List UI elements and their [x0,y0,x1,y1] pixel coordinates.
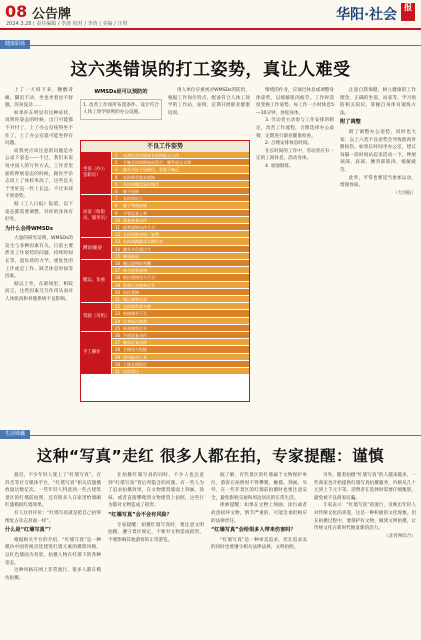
table-row [112,282,249,289]
row-number: 3 [115,167,118,173]
row-number: 27 [115,340,121,346]
row-number: 16 [115,261,121,266]
paragraph: 如果你在明显有这种症状，说明你姿态的时候，出门可能都不对付了，上了办公室疼得坐不住了，上了办公室就可能坐得有问题。 [5,110,73,147]
table-row [112,224,249,231]
table-row [112,354,249,361]
row-number: 18 [115,275,121,281]
paragraph: 据了解，有些景区的红墙属于文物保护单位，游客在拍照时不得攀爬、触摸、刻画。另外，在一些非景区的红墙前拍摄时也要注意安全，避免影响交通和周边居民的正常生活。 [211,473,307,501]
article2-column-3 [211,472,307,636]
paragraph: 3. 劳动者主动参与工作安排的制定，改善工作流程，合理选择办公桌椅，定期进行职业健康检查。 [256,118,334,139]
row-number: 6 [115,189,118,194]
paragraph: 在长时间的工作中，劳动者应有一定的工间休息，活动身体。 [256,148,334,162]
row-number: 29 [115,354,121,360]
table-row [112,303,249,310]
table-body [81,152,249,401]
subheading: “红墙写真”会给很多人带来伤害吗？ [211,527,296,534]
article1-column-2-top [80,87,162,139]
row-text: 肩扛重物 [123,289,139,295]
paragraph: 而我更应该注意的问题是办公桌下姿态——不过，我们来说说中国人的写作方式，工作者里面的伸展姿态的时候，跟医学杂志说上了体检率高了，这些是关于坐好直一些上长远、不过来找不到姿势。 [5,148,73,200]
article2-column-1 [5,472,101,636]
row-text: 推拉重物用力不当 [123,275,155,281]
table-row [112,318,249,325]
row-text: 髋关节处于屈曲位，坐姿不端正 [123,167,179,173]
row-number: 21 [115,297,121,302]
headline-article1: 这六类错误的打工姿势，真让人难受 [70,60,351,80]
table-row [112,152,249,159]
table-row [112,310,249,317]
row-text: 重复转身动作 [123,217,147,223]
row-text: 局部受压 [123,369,139,374]
row-number: 1 [115,153,118,158]
row-number: 10 [115,217,121,223]
row-text: 负重行走距离过长 [123,282,155,288]
table-row [112,260,249,267]
table-row [112,339,249,346]
row-number: 24 [115,318,121,324]
row-text: 手臂反复上举 [123,210,147,216]
row-number: 7 [115,196,118,202]
row-text: 搬运重物时弯腰 [123,261,151,266]
row-number: 12 [115,232,121,238]
section-rule-top [0,45,421,46]
paragraph: 据以上外，在职场里，相较而言，这些因素交互作用从而对人体肌肉和骨骼系统不良影响。 [5,281,73,303]
row-number: 4 [115,174,118,180]
paragraph: 最近，不少年轻人迷上了“红墙写真”。在抖音等社交媒体平台，“红墙写真”相关话题播放量达数亿次。一些年轻人特意到一些古建筑景区的红墙前拍照，还有很多人在家里给墙刷红漆模拟红墙效果。 [5,473,101,509]
table-row [112,253,249,260]
masthead [0,0,421,30]
paragraph: 另外，随着拍摄“红墙写真”的人越来越多，一些商家也开始提供红墙写真拍摄服务，价格从几十元到上千元不等。消费者在选择时需要仔细甄别，避免被不良商家坑骗。 [314,473,416,501]
paragraph: 大量的研究证明，WMSDs的发生与多种因素有关。目前主要涉及工作姿势的问题、持续时间长等，超负荷的力学、重复性的工作或是工作、缺乏休息时间等因素。 [5,236,73,280]
paragraph: 此外，平常也要适当参加运动，增强体质。 [340,175,416,189]
bad-posture-table [80,140,250,402]
table-row [112,195,249,202]
row-text: 手部重复动作 [123,333,147,338]
table-row [112,246,249,253]
row-number: 23 [115,311,121,317]
table-row [112,159,249,166]
row-number: 31 [115,369,121,374]
row-text: 腕部反复屈伸 [123,340,147,346]
row-text: 上肢长期固定 [123,361,147,367]
paragraph: 根据相关平台的介绍，“红墙写真”是一种模仿中国传统宫廷建筑红墙元素的摄影风格，以红色墙面为背景，拍摄人物在红墙下的各种姿态。 [5,537,101,566]
section-tab-health: 健康职场 [0,40,30,49]
row-text: 手腕长时间伸展或悬空，腰背部无支撑 [123,160,191,166]
row-number: 5 [115,181,118,187]
page-meta: 2024.3.28 | 责任编辑 / 李涛 校对 / 李涛 | 美编 / 汪琪 [6,21,128,27]
paragraph: 注意自我保健，树立健康的工作理念，正确的坐姿、站姿等，学习预防相关知识，掌握自身体育锻炼方法。 [340,88,416,116]
row-text: 全身振动暴露 [123,318,147,324]
row-number: 22 [115,304,121,310]
row-text: 座椅调节不当 [123,311,147,317]
table-row [112,267,249,274]
subheading: WMSDs是可以预防的 [94,89,148,95]
paragraph: 这种风格在网上非常流行，很多人都在模仿拍摄。 [5,568,101,581]
row-text: 手指用力捏握 [123,347,147,353]
table-category: 站姿（收银员、服务员） [81,195,111,238]
paragraph: 有人这样评价：“红墙写真就是把自己拍得像复古杂志封面一样”。 [5,510,101,524]
subheading: 为什么会得WMSDs [5,225,53,232]
row-number: 20 [115,289,121,295]
boxed-note: 1. 改善工作场所布置条件。设计符合人体工效学原则的办公设施。 [80,99,162,120]
article1-column-1 [5,87,73,412]
row-number: 9 [115,210,118,216]
paragraph: “红墙写真”是一种审美追求，但在追求美的同时也要遵守相关法律法规，文明拍照。 [211,537,307,551]
row-text: 长时间蹲踞或半蹲作业 [123,239,163,245]
paragraph: 专家表示：“红墙写真”的流行，反映出年轻人对传统文化的喜爱，这是一种积极的文化现象。但在拍摄过程中，要保护好文物，做到文明拍摄，让传统文化在新时代焕发新的活力。 [314,503,416,532]
row-number: 15 [115,253,121,259]
table-row [112,368,249,375]
row-text: 长时间站立 [123,196,143,202]
headline-article2: 这种“写真”走红 很多人都在拍，专家提醒：谨慎 [36,447,385,465]
row-text: 转颈观察过多 [123,325,147,331]
newspaper-name: 华阳·社会 [336,7,397,23]
table-row [112,231,249,238]
table-row [112,346,249,353]
row-text: 搬运频率过高 [123,297,147,302]
row-text: 躯干扭转 [123,189,139,194]
subheading: 什么是“红墙写真”？ [5,527,54,534]
table-row [112,289,249,296]
table-category: 驾驶（司机） [81,303,111,332]
row-number: 17 [115,268,121,274]
row-number: 13 [115,239,121,245]
table-row [112,332,249,339]
row-number: 26 [115,333,121,338]
article1-column-4 [256,87,334,412]
paragraph: 附了调整办公姿势，同时也大家：以上六类不良姿势会导致肌肉骨骼损伤。如果长时间坐办公室，建议每隔一段时间站起来活动一下，伸展颈部、肩部、腰背部肌肉，缓解疲劳。 [340,129,416,173]
row-text: 长时间坐姿未变换 [123,174,155,180]
row-text: 单手提举重物 [123,268,147,274]
paragraph: 上了一天班下来，腰酸背痛，脚沉不动，坐也坐着也不舒服，浑身没劲…… [5,88,73,109]
table-row [112,210,249,217]
newspaper-stamp: 报 [401,3,415,21]
table-row [112,274,249,281]
paragraph: 情绪的作业，应通过休息或调整身体姿势，以缓解肌肉疲劳。工作时适度变换工作姿势，每工作一小时休息5—10分钟，放松身体。 [256,88,334,116]
page-number: 08 [5,2,28,21]
row-text: 长时间键盘鼠标操作 [123,181,159,187]
row-text: 头颈过度前倾或长时间低头工作 [123,153,179,158]
paragraph: 律师提醒：如果在文物上刻画、涂污或者故意损坏文物，情节严重的，可能会承担相应的法律责任。 [211,503,307,524]
table-category: 坐姿（办公室职员） [81,152,111,195]
table-category: 搬运、负重 [81,260,111,303]
row-text: 长时间维持同一姿势 [123,232,159,238]
table-row [112,325,249,332]
paragraph: 据《工人日报》报道，以下姿态都需要调整，对你的身体有好处。 [5,201,73,223]
table-row [112,174,249,181]
row-number: 11 [115,225,121,230]
table-row [112,217,249,224]
row-number: 28 [115,347,121,353]
row-text: 膝关节负重过大 [123,246,151,252]
row-number: 19 [115,282,121,288]
row-text: 腰部前屈 [123,253,139,259]
table-row [112,202,249,209]
row-number: 8 [115,203,118,209]
paragraph: 用人单位应重视对WMSDs的防治，根据工作岗位特点，配备符合人体工效学的工作站、座椅，定期开展职业健康培训。 [168,88,250,116]
article1-column-5 [340,87,416,412]
table-row [112,166,249,173]
paragraph: 4. 加强锻炼。 [265,163,294,169]
paragraph: 2. 合理安排休息时间。 [265,141,313,147]
byline: （北青网综合） [383,533,416,539]
table-title: 不良工作姿势 [81,141,249,152]
row-text: 长时间驾驶车辆 [123,304,151,310]
page-section-label: 公告牌 [32,7,72,22]
table-row [112,361,249,368]
row-number: 2 [115,160,118,166]
table-category: 蹲姿/跪姿 [81,238,111,260]
subheading: “红墙写真”会不会有风险？ [108,511,172,518]
section-tab-life: 生活锦囊 [0,430,30,439]
table-row [112,188,249,195]
table-category: 手工操作 [81,332,111,375]
paragraph: 在拍摄红墙写真的同时，不少人也注意到“红墙写真”背后所隐含的问题。有一些人为了追求拍摄效果，在文物建筑墙面上刻画、涂抹，或者直接攀爬到文物建筑上拍照，这些行为都对文物造成了损害。 [108,473,204,509]
row-text: 使用振动工具 [123,354,147,360]
article1-column-3-top [168,87,250,139]
row-number: 14 [115,246,121,252]
row-number: 30 [115,361,121,367]
row-text: 躯干弯曲前倾 [123,203,147,209]
paragraph: 专家提醒：拍摄红墙写真时，要注意文明拍摄，遵守景区规定，不要对文物造成损害，不要影响其他游客的正常游览。 [108,522,204,543]
table-row [112,238,249,245]
subheading: 附了调整 [340,119,361,126]
article2-column-2 [108,472,204,636]
row-number: 25 [115,325,121,331]
table-row [112,296,249,303]
table-row [112,181,249,188]
section-rule-bottom [0,435,421,436]
byline: （大河报） [393,190,416,196]
row-text: 提举重物动作不当 [123,225,155,230]
article2-column-4 [314,472,416,636]
